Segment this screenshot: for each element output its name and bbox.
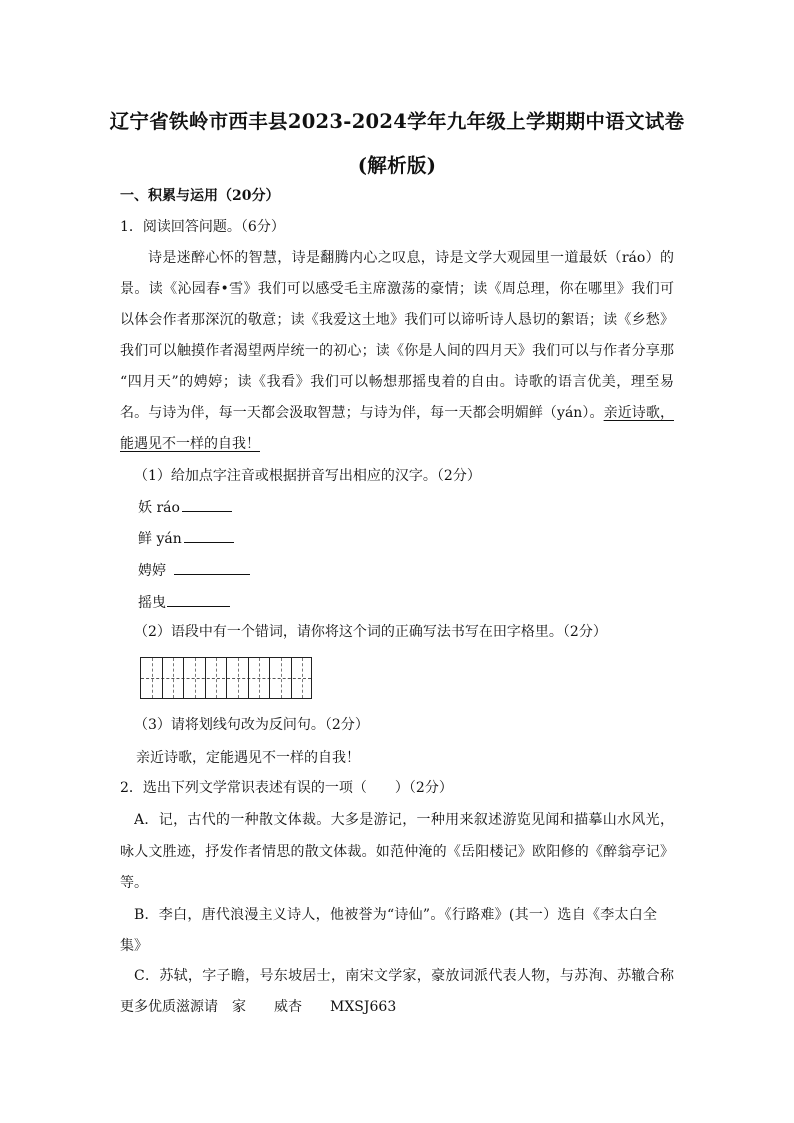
option-a-line-1[interactable]: A．记，古代的一种散文体裁。大多是游记，一种用来叙述游览见闻和描摹山水风光， (134, 812, 674, 828)
passage-line-7 (120, 434, 260, 454)
answer-blank[interactable] (184, 528, 234, 543)
grid-cell[interactable] (249, 658, 271, 698)
cell-dash (238, 658, 239, 698)
question-1-label: 1．阅读回答问题。（6分） (120, 219, 285, 235)
passage-line-4: 我们可以触摸作者渴望两岸统一的初心；读《你是人间的四月天》我们可以与作者分享那 (120, 343, 674, 359)
document-title-line1: 辽宁省铁岭市西丰县2023-2024学年九年级上学期期中语文试卷 (109, 110, 685, 133)
answer-blank[interactable] (167, 592, 230, 607)
item-label: 鲜 yán (138, 531, 182, 547)
item-label: 娉婷 (138, 563, 166, 579)
cell-dash (259, 658, 260, 698)
underlined-sentence-part2: 能遇见不一样的自我！ (120, 436, 260, 452)
item-label: 妖 ráo (138, 500, 180, 516)
answer-line-xian (138, 528, 234, 548)
answer-line-pingting (138, 560, 250, 580)
grid-cell[interactable] (270, 658, 292, 698)
answer-blank[interactable] (182, 497, 232, 512)
option-b-line-1[interactable]: B．李白，唐代浪漫主义诗人，他被誉为“诗仙”。《行路难》(其一）选自《李太白全 (134, 907, 657, 923)
cell-dash (281, 658, 282, 698)
item-label: 摇曳 (138, 595, 166, 611)
option-c-line-1[interactable]: C．苏轼，字子瞻，号东坡居士，南宋文学家，豪放词派代表人物，与苏洵、苏辙合称 (134, 968, 674, 984)
grid-cell[interactable] (141, 658, 163, 698)
option-a-line-2: 咏人文胜迹，抒发作者情思的散文体裁。如范仲淹的《岳阳楼记》欧阳修的《醉翁亭记》 (120, 844, 674, 860)
answer-blank[interactable] (174, 560, 250, 575)
grid-cell[interactable] (163, 658, 185, 698)
grid-cell[interactable] (206, 658, 228, 698)
passage-line-5: “四月天”的娉婷；读《我看》我们可以畅想那摇曳着的自由。诗歌的语言优美，理至易 (120, 374, 674, 390)
passage-line-2: 景。读《沁园春•雪》我们可以感受毛主席激荡的豪情；读《周总理，你在哪里》我们可 (120, 281, 674, 297)
option-a-line-3: 等。 (120, 875, 148, 891)
cell-dash (195, 658, 196, 698)
footer-watermark-text: 更多优质滋源请 家 威杏 MXSJ663 (120, 999, 397, 1015)
passage-line-3: 以体会作者那深沉的敬意；读《我爱这土地》我们可以谛听诗人恳切的絮语；读《乡愁》 (120, 312, 674, 328)
grid-cell[interactable] (292, 658, 312, 698)
cell-dash (216, 658, 217, 698)
section-heading: 一、积累与运用（20分） (120, 188, 280, 204)
cell-dash (302, 658, 303, 698)
question-2-label: 2．选出下列文学常识表述有误的一项（ ）（2分） (120, 780, 453, 796)
answer-line-yaoye (138, 592, 230, 612)
underlined-sentence-part1: 亲近诗歌， (603, 405, 674, 421)
passage-line-6 (120, 403, 674, 423)
option-b-line-2: 集》 (120, 938, 148, 954)
sub-question-1-prompt: （1）给加点字注音或根据拼音写出相应的汉字。（2分） (134, 468, 481, 484)
passage-line-1: 诗是迷醉心怀的智慧，诗是翻腾内心之叹息，诗是文学大观园里一道最妖（ráo）的 (148, 250, 674, 266)
answer-line-yao (138, 497, 232, 517)
passage-line-6-text: 名。与诗为伴，每一天都会汲取智慧；与诗为伴，每一天都会明媚鲜（yán）。 (120, 405, 604, 421)
cell-dash (173, 658, 174, 698)
document-title-line2: (解析版) (357, 154, 437, 177)
cell-dash (152, 658, 153, 698)
grid-cell[interactable] (227, 658, 249, 698)
sub-question-2-prompt: （2）语段中有一个错词，请你将这个词的正确写法书写在田字格里。（2分） (134, 624, 607, 640)
sub-question-3-prompt: （3）请将划线句改为反问句。（2分） (134, 717, 369, 733)
tianzige-grid[interactable] (140, 657, 312, 699)
grid-cell[interactable] (184, 658, 206, 698)
sub-question-3-sentence: 亲近诗歌，定能遇见不一样的自我！ (136, 750, 360, 766)
